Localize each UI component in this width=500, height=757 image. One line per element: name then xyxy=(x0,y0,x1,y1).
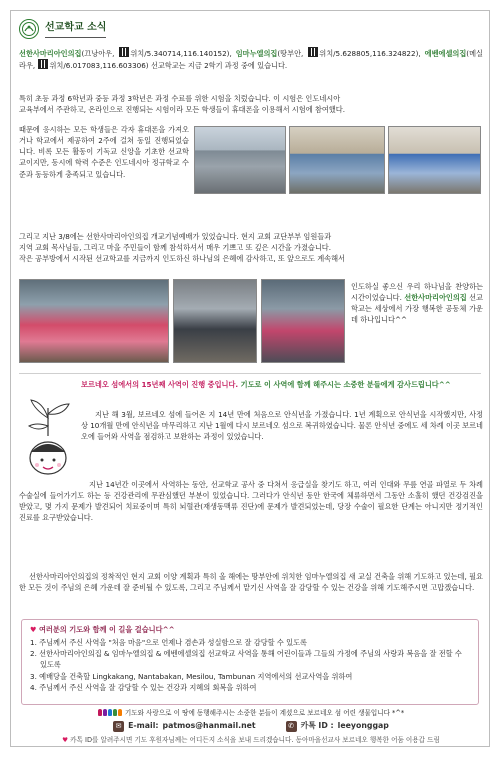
anniversary-paragraph-top: 그리고 지난 3/8에는 선한사마리아인의집 개교기념예배가 있었습니다. 현지 교회 교단부부 임원들과 지역 교회 목사님들, 그리고 마을 주민들이 함께 참석하셔서 매우 기쁘고 또 깊은 시간을 가졌습니다. 작은 공부방에서 시작된 선교학교를 지금까지 인도하신 하나님의 은혜에 감사하고, 또 앞으로도 계속해서 xyxy=(19,232,345,264)
email-address[interactable]: patmos@hanmail.net xyxy=(162,721,256,731)
prayer-requests-box xyxy=(21,619,479,705)
qr-code-icon[interactable] xyxy=(119,47,129,57)
school-name-2: 임마누엘의집 xyxy=(235,49,278,58)
anniversary-photo-1 xyxy=(19,279,169,363)
school-name-3: 에벤에셀의집 xyxy=(424,49,467,58)
prayer-item: 3. 예배당을 건축할 Lingkakang, Nantabakan, Mesilou, Tambunan 지역에서의 선교사역을 위하여 xyxy=(30,671,353,681)
qr-code-icon[interactable] xyxy=(38,59,48,69)
prayer-item: 1. 주님께서 주신 사역을 "처음 마음"으로 언제나 겸손과 성실함으로 잘 감당할 수 있도록 xyxy=(30,638,307,648)
school-2-coordinates: 위치/5.628805,116.324822), xyxy=(319,49,425,58)
footer-closing: ♥ 카톡 ID를 알려주시면 기도 후원자님께는 어디든지 소식을 보내 드리겠습니다. 동아마을선교사 보르네오 행복한 어둠 이용갑 드림 xyxy=(62,736,440,745)
child-with-plant-illustration-icon xyxy=(19,396,77,486)
school-3-coordinates: 위치/6.017083,116.603306) xyxy=(49,61,149,71)
anniversary-paragraph-rest: 인도하실 좋으신 우리 하나님을 찬양하는 시간이었습니다. 선한사마리아인의집 선교학교는 세상에서 가장 행복한 공동체 가운데 하나입니다^^ xyxy=(351,282,483,325)
exam-photo-3 xyxy=(388,126,481,194)
contact-row xyxy=(19,720,483,732)
exam-photo-1 xyxy=(194,126,286,194)
anniversary-photo-3 xyxy=(261,279,345,363)
anniversary-photo-2 xyxy=(173,279,257,363)
borneo-heading: 보르네오 섬에서의 15년째 사역이 진행 중입니다. 기도로 이 사역에 함께 해주시는 소중한 분들에게 감사드립니다^^ xyxy=(81,380,451,389)
prayer-item: 2. 선한사마리아인의집 & 임마누엘의집 & 에벤에셀의집 선교학교 사역을 통해 어린이들과 그들의 가정에 주님의 사랑과 복음을 잘 전할 수 있도록 xyxy=(30,649,462,670)
email-contact[interactable]: ✉ E-mail: patmos@hanmail.net xyxy=(113,720,256,732)
kakao-contact[interactable]: ✆ 카톡 ID : leeyonggap xyxy=(286,720,389,732)
exam-paragraph-rest: 때문에 응시하는 모든 학생들은 각자 휴대폰을 가져오거나 학교에서 제공하여 2주에 걸쳐 동일 진행되었습니다. 비록 모든 활동이 기독교 신앙을 기초한 선교학교이지만, 동시에 학력 수준은 인도네시아 정규학교 수준과 동등하게 충족되고 있습니다. xyxy=(19,125,189,179)
kakao-talk-icon: ✆ xyxy=(286,721,297,732)
heart-icon: ♥ xyxy=(62,736,69,745)
newsletter-page xyxy=(10,10,490,747)
borneo-paragraph-2: 지난 14년간 이곳에서 사역하는 동안, 선교학교 공사 중 다쳐서 응급실을 찾기도 하고, 여러 인대와 무릎 연골 파열로 두 차례 수술실에 들어가기도 하는 등 건강관리에 무관심했던 부분이 있었습니다. 그러다가 안식년 동안 한국에 체류하면서 그동안 소홀히 했던 건강검진을 받았고, 몇 가지 문제가 발견되어 치료중이며 특히 뇌혈관(재생동맥류 진단)에 문제가 발견되었는데, 당장 수술이 필요한 단계는 아니지만 정기적인 진료를 요구받았습니다. xyxy=(19,480,483,523)
qr-code-icon[interactable] xyxy=(308,47,318,57)
school-1-coordinates: 위치/5.340714,116.140152), xyxy=(130,49,236,58)
borneo-paragraph-3: 선한사마리아인의집의 정착적인 현지 교회 이양 계획과 특히 올 해에는 땅부안에 위치한 임마누엘의집 새 교실 건축을 위해 기도하고 있는데, 필요한 모든 것이 주님의 은혜 가운데 잘 준비될 수 있도록, 그리고 주님께서 맡기신 사역을 잘 감당할 수 있는 건강을 위해 기도해주시면 고맙겠습니다. xyxy=(19,572,483,593)
footer-thanks: 기도와 사랑으로 이 땅에 동행해주시는 소중한 분들이 계셨으로 보르네오 섬 어린 생물입니다 *^* xyxy=(19,708,483,718)
newsletter-footer xyxy=(19,708,483,746)
section-divider xyxy=(19,373,481,374)
exam-photo-2 xyxy=(289,126,385,194)
mission-logo-icon xyxy=(19,19,39,39)
section-title: 선교학교 소식 xyxy=(45,20,106,38)
intro-paragraph: 선한사마리아인의집(끄낭아우, 위치/5.340714,116.140152), 임마누엘의집(땅부안, 위치/5.628805,116.324822), 에벤에셀의집(메실라우, 위치/6.017083,116.603306) 선교학교는 지금 2학기 과정 중에 있습니다. xyxy=(19,49,483,71)
email-icon: ✉ xyxy=(113,721,124,732)
borneo-paragraph-1: 지난 해 3월, 보르네오 섬에 들어온 지 14년 만에 처음으로 안식년을 가졌습니다. 1년 계획으로 안식년을 시작했지만, 사정상 10개월 만에 안식년을 마무리하고 지난 1월에 다시 보르네오 섬으로 복귀하였습니다. 물론 안식년 중에도 세 차례 이곳 보르네오에 들어와 사역을 점검하고 보완하는 과정이 있었습니다. xyxy=(81,410,484,442)
kakao-id[interactable]: leeyonggap xyxy=(337,721,389,731)
newsletter-header xyxy=(19,19,106,39)
heart-icon: ♥ xyxy=(30,625,37,634)
prayer-title: ♥ 여러분의 기도와 함께 이 길을 걸습니다^^ xyxy=(30,625,175,634)
school-name-1: 선한사마리아인의집 xyxy=(19,49,82,58)
prayer-item: 4. 주님께서 주신 사역을 잘 감당할 수 있는 건강과 지혜의 회복을 위하여 xyxy=(30,682,257,692)
prayer-list xyxy=(30,637,470,693)
people-icon xyxy=(98,709,122,716)
exam-paragraph-top: 특히 초등 과정 6학년과 중등 과정 3학년은 과정 수료를 위한 시험을 치렀습니다. 이 시험은 인도네시아 교육부에서 주관하고, 온라인으로 진행되는 시험이라 모든 학생들이 휴대폰을 이용해서 시험에 참여했다. xyxy=(19,94,345,115)
